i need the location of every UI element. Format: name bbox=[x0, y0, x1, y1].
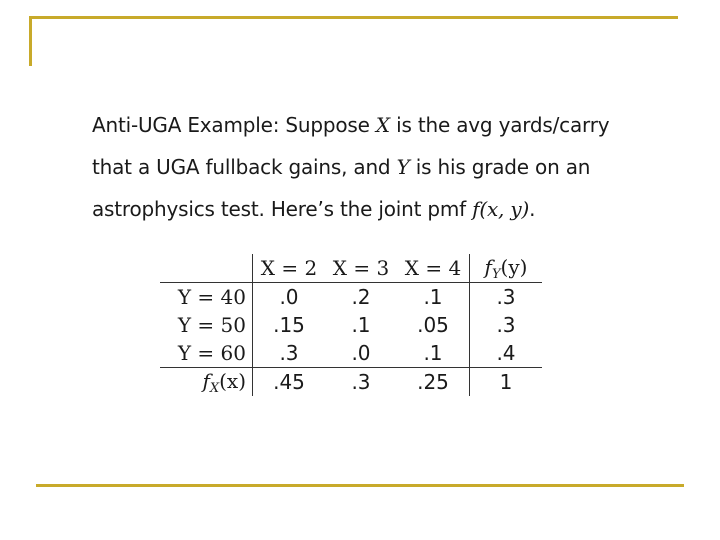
text-run: is the avg yards/carry bbox=[389, 113, 610, 137]
text-run: Anti-UGA Example: Suppose bbox=[92, 113, 376, 137]
table-cell: .05 bbox=[417, 313, 449, 337]
totals-row bbox=[160, 368, 542, 397]
marginal-cell: .4 bbox=[470, 339, 543, 368]
pmf-expression: f(x, y) bbox=[472, 197, 530, 221]
table-cell: .0 bbox=[253, 283, 326, 312]
accent-rule-left bbox=[29, 16, 32, 66]
row-header: Y = 40 bbox=[177, 285, 246, 309]
example-paragraph bbox=[92, 104, 652, 230]
table-cell: .2 bbox=[351, 285, 371, 309]
column-header: X = 3 bbox=[325, 254, 397, 283]
marginal-y-header: $f_Y(y)$ bbox=[470, 254, 543, 283]
paragraph-line-3 bbox=[92, 188, 652, 230]
table-header-row bbox=[160, 254, 542, 283]
paragraph-line-1 bbox=[92, 104, 652, 146]
table-row bbox=[160, 339, 542, 368]
paragraph-line-2 bbox=[92, 146, 652, 188]
text-run: that a UGA fullback gains, and bbox=[92, 155, 397, 179]
accent-rule-bottom bbox=[36, 484, 684, 487]
variable-x: X bbox=[375, 113, 390, 137]
corner-cell bbox=[160, 254, 253, 283]
table-cell: .3 bbox=[253, 339, 326, 368]
total-cell: .45 bbox=[253, 368, 326, 397]
marginal-cell: .3 bbox=[470, 283, 543, 312]
table-row bbox=[160, 283, 542, 312]
marginal-x-header: $f_X(x)$ bbox=[160, 368, 253, 397]
grand-total-cell: 1 bbox=[470, 368, 543, 397]
text-run: . bbox=[529, 197, 536, 221]
row-header: Y = 60 bbox=[177, 341, 246, 365]
text-run: astrophysics test. Here’s the joint pmf bbox=[92, 197, 473, 221]
table-cell: .1 bbox=[423, 285, 443, 309]
total-cell: .25 bbox=[397, 368, 470, 397]
column-header: X = 4 bbox=[397, 254, 470, 283]
total-cell: .3 bbox=[325, 368, 397, 397]
table-cell: .1 bbox=[351, 313, 371, 337]
row-header: Y = 50 bbox=[177, 313, 246, 337]
joint-pmf-table bbox=[160, 254, 542, 396]
text-run: is his grade on an bbox=[409, 155, 591, 179]
variable-y: Y bbox=[396, 155, 410, 179]
accent-rule-top bbox=[30, 16, 678, 19]
table-cell: .0 bbox=[351, 341, 371, 365]
column-header: X = 2 bbox=[253, 254, 326, 283]
marginal-cell: .3 bbox=[470, 311, 543, 339]
table-cell: .15 bbox=[253, 311, 326, 339]
table-cell: .1 bbox=[423, 341, 443, 365]
table-row bbox=[160, 311, 542, 339]
